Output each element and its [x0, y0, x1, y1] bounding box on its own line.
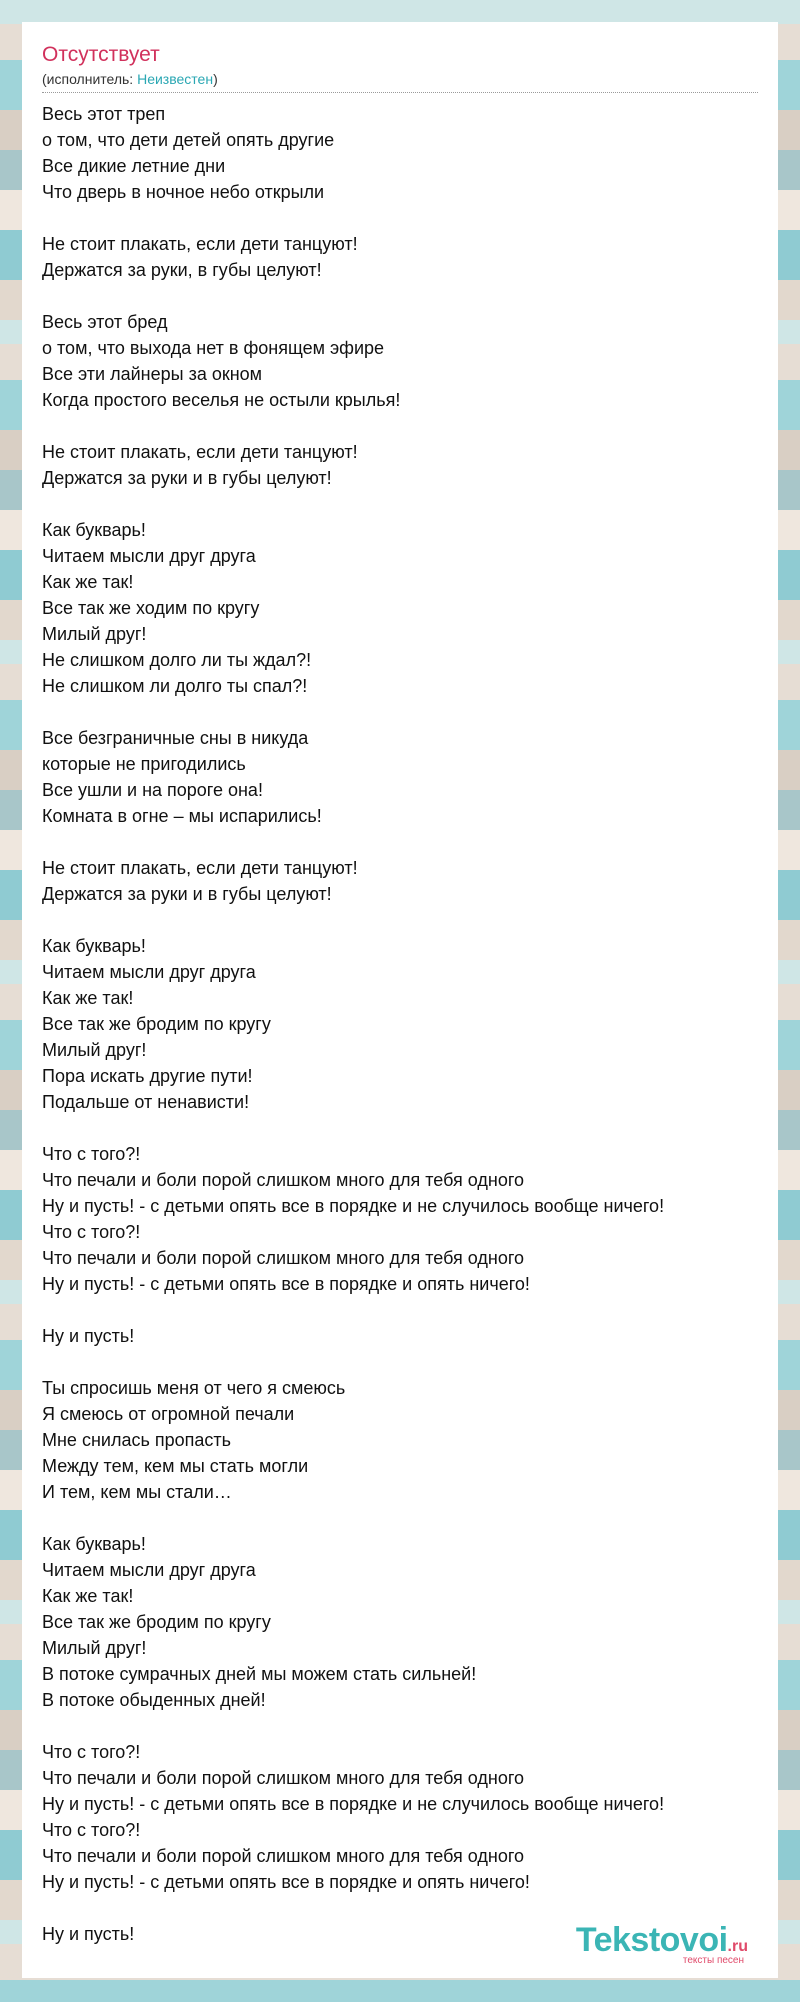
lyric-line: Весь этот бред	[42, 312, 168, 332]
lyric-line: Не стоит плакать, если дети танцуют!	[42, 442, 358, 462]
lyric-line: Не слишком ли долго ты спал?!	[42, 676, 308, 696]
lyric-line	[42, 413, 758, 439]
lyric-line: Когда простого веселья не остыли крылья!	[42, 390, 401, 410]
site-logo[interactable]	[576, 1922, 748, 1966]
logo-wordmark	[576, 1922, 748, 1958]
lyric-line	[42, 1713, 758, 1739]
lyric-line: Ну и пусть! - с детьми опять все в порядке и опять ничего!	[42, 1872, 530, 1892]
lyric-line: Ну и пусть! - с детьми опять все в порядке и не случилось вообще ничего!	[42, 1794, 665, 1814]
lyric-line: Читаем мысли друг друга	[42, 962, 256, 982]
lyric-line: Что печали и боли порой слишком много для тебя одного	[42, 1248, 525, 1268]
lyric-line: Все безграничные сны в никуда	[42, 728, 309, 748]
lyric-line: Ну и пусть!	[42, 1924, 135, 1944]
lyric-line: В потоке обыденных дней!	[42, 1690, 266, 1710]
lyric-line: Между тем, кем мы стать могли	[42, 1456, 309, 1476]
lyric-line: Читаем мысли друг друга	[42, 546, 256, 566]
lyric-line: Что с того?!	[42, 1144, 141, 1164]
logo-suffix-text: .ru	[727, 1938, 748, 1955]
lyric-line: Что с того?!	[42, 1742, 141, 1762]
logo-tagline: тексты песен	[682, 1955, 744, 1966]
lyric-line: Что с того?!	[42, 1222, 141, 1242]
lyric-line: Я смеюсь от огромной печали	[42, 1404, 295, 1424]
lyric-line	[42, 907, 758, 933]
lyric-line: Что печали и боли порой слишком много для тебя одного	[42, 1170, 525, 1190]
lyric-line: Как же так!	[42, 572, 134, 592]
artist-suffix: )	[213, 71, 218, 87]
lyric-line: Ты спросишь меня от чего я смеюсь	[42, 1378, 346, 1398]
lyric-line: Мне снилась пропасть	[42, 1430, 231, 1450]
lyric-line: Держатся за руки и в губы целуют!	[42, 468, 332, 488]
artist-link[interactable]: Неизвестен	[137, 71, 214, 87]
lyric-line: И тем, кем мы стали…	[42, 1482, 232, 1502]
lyric-line	[42, 1505, 758, 1531]
lyric-line: Не стоит плакать, если дети танцуют!	[42, 858, 358, 878]
lyric-line: Не стоит плакать, если дети танцуют!	[42, 234, 358, 254]
lyric-line: Все эти лайнеры за окном	[42, 364, 263, 384]
lyric-line	[42, 205, 758, 231]
lyric-line: Ну и пусть! - с детьми опять все в порядке и опять ничего!	[42, 1274, 530, 1294]
lyric-line: Не слишком долго ли ты ждал?!	[42, 650, 312, 670]
lyric-line: Все так же ходим по кругу	[42, 598, 260, 618]
lyric-line: Комната в огне – мы испарились!	[42, 806, 322, 826]
lyric-line: Читаем мысли друг друга	[42, 1560, 256, 1580]
lyric-line	[42, 1895, 758, 1921]
lyric-line: Милый друг!	[42, 624, 147, 644]
lyric-line	[42, 491, 758, 517]
lyric-line: Весь этот треп	[42, 104, 166, 124]
lyric-line	[42, 283, 758, 309]
lyric-line: Пора искать другие пути!	[42, 1066, 253, 1086]
lyric-line: Как букварь!	[42, 936, 146, 956]
lyric-line: Как же так!	[42, 988, 134, 1008]
lyric-line: Милый друг!	[42, 1638, 147, 1658]
lyric-line	[42, 699, 758, 725]
lyric-line: Что дверь в ночное небо открыли	[42, 182, 325, 202]
lyric-line: Ну и пусть!	[42, 1326, 135, 1346]
lyric-line: о том, что выхода нет в фонящем эфире	[42, 338, 385, 358]
lyric-line: которые не пригодились	[42, 754, 246, 774]
lyric-line: Как букварь!	[42, 520, 146, 540]
lyric-line: Как же так!	[42, 1586, 134, 1606]
lyric-line: Держатся за руки и в губы целуют!	[42, 884, 332, 904]
lyric-line: Держатся за руки, в губы целуют!	[42, 260, 322, 280]
logo-main-text: Tekstovoi	[575, 1921, 728, 1959]
lyric-line: В потоке сумрачных дней мы можем стать сильней!	[42, 1664, 477, 1684]
lyric-line: Что с того?!	[42, 1820, 141, 1840]
lyrics-text	[42, 101, 758, 1947]
lyric-line: Что печали и боли порой слишком много для тебя одного	[42, 1846, 525, 1866]
lyric-line	[42, 829, 758, 855]
lyric-line: Подальше от ненависти!	[42, 1092, 250, 1112]
lyric-line: Милый друг!	[42, 1040, 147, 1060]
lyric-line	[42, 1297, 758, 1323]
artist-prefix: (исполнитель:	[42, 71, 138, 87]
lyric-line: Что печали и боли порой слишком много для тебя одного	[42, 1768, 525, 1788]
lyric-line	[42, 1115, 758, 1141]
lyric-line: Все дикие летние дни	[42, 156, 226, 176]
artist-line	[42, 70, 758, 93]
lyric-line: о том, что дети детей опять другие	[42, 130, 335, 150]
song-title: Отсутствует	[42, 43, 160, 66]
lyric-line	[42, 1349, 758, 1375]
lyric-line: Ну и пусть! - с детьми опять все в порядке и не случилось вообще ничего!	[42, 1196, 665, 1216]
lyric-line: Все ушли и на пороге она!	[42, 780, 263, 800]
lyric-line: Как букварь!	[42, 1534, 146, 1554]
lyric-line: Все так же бродим по кругу	[42, 1014, 271, 1034]
lyrics-card	[22, 22, 778, 1978]
lyric-line: Все так же бродим по кругу	[42, 1612, 271, 1632]
